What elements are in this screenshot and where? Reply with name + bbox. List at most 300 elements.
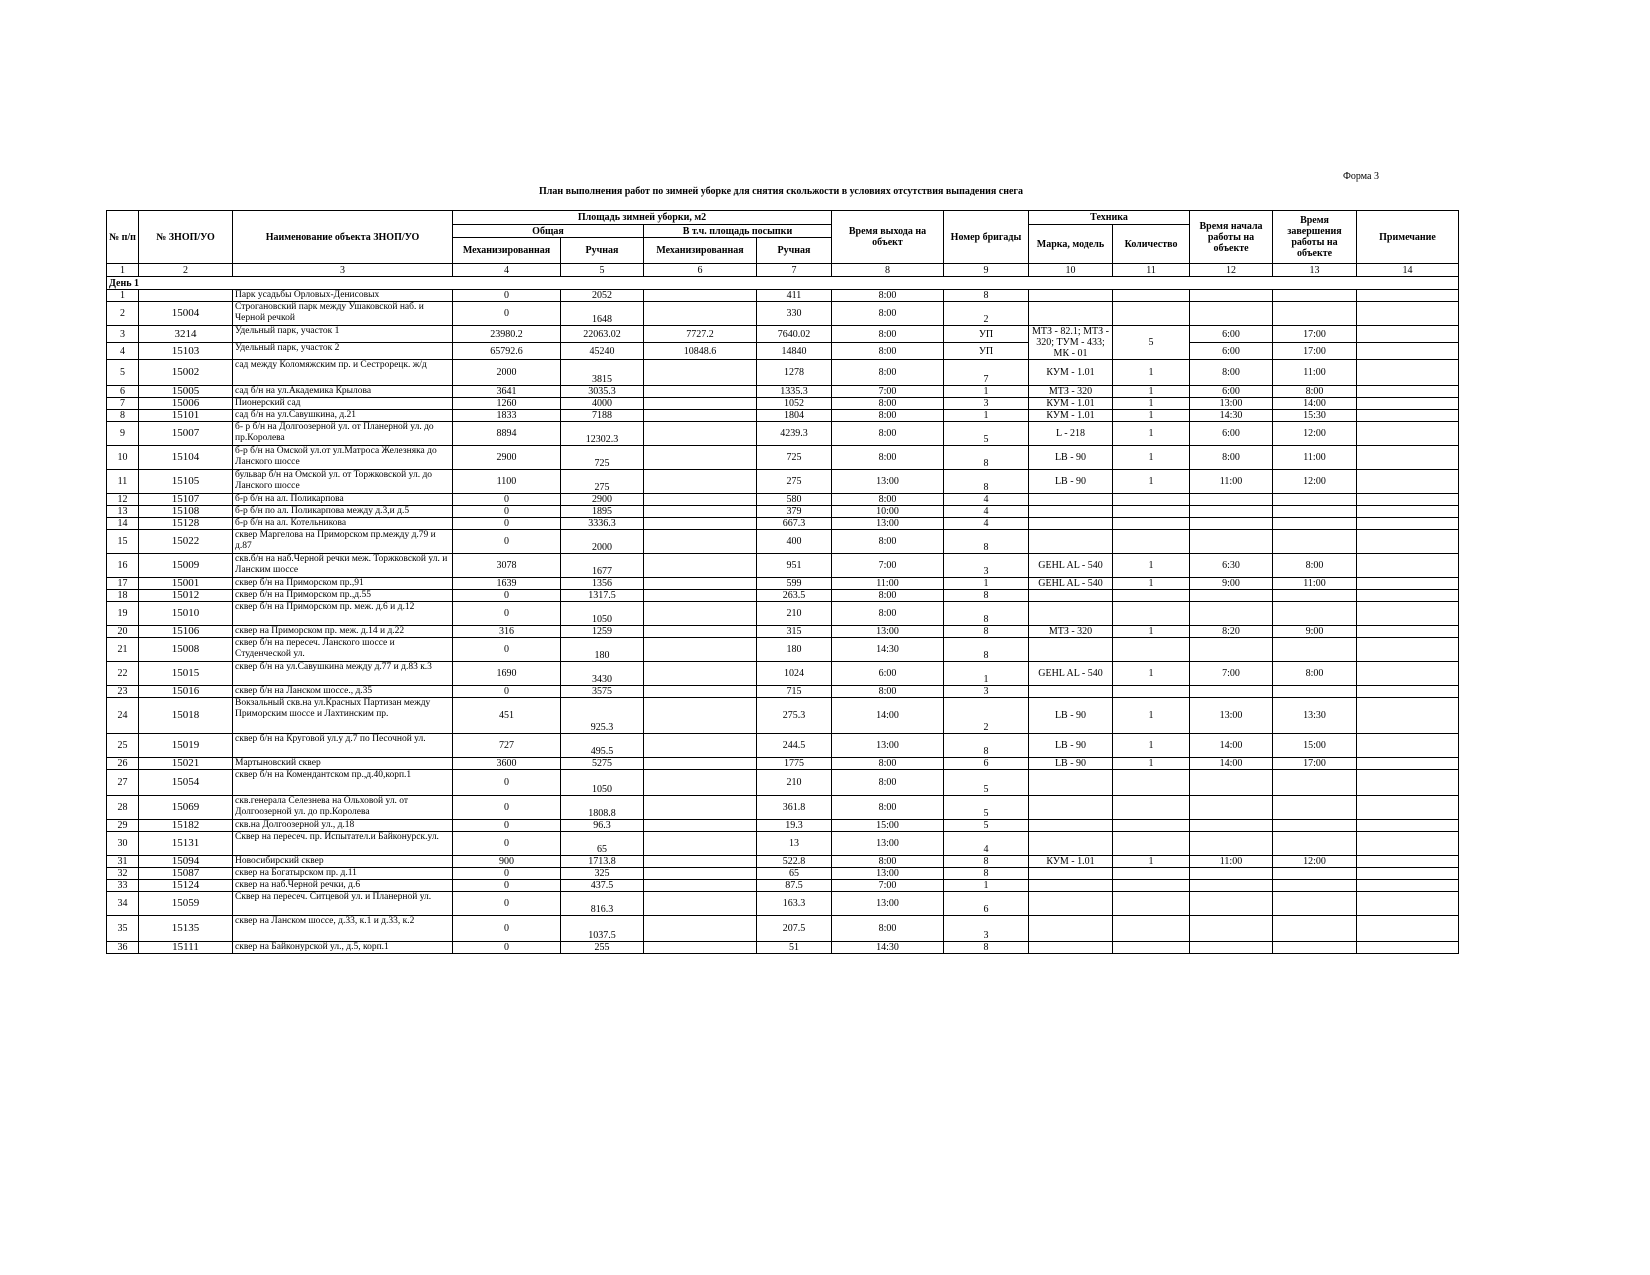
exit-time: 7:00 <box>832 880 944 892</box>
incl-manual: 725 <box>757 446 832 470</box>
total-manual: 3430 <box>561 662 644 686</box>
equipment-qty: 1 <box>1113 422 1190 446</box>
column-number: 5 <box>561 264 644 277</box>
equipment-model <box>1029 796 1113 820</box>
total-manual: 2900 <box>561 494 644 506</box>
note-cell <box>1357 626 1459 638</box>
incl-manual: 263.5 <box>757 590 832 602</box>
column-number: 7 <box>757 264 832 277</box>
object-name: сад б/н на ул.Савушкина, д.21 <box>233 410 453 422</box>
total-mechanized: 2000 <box>453 360 561 386</box>
row-number: 22 <box>107 662 139 686</box>
table-row <box>107 686 1459 698</box>
row-number: 21 <box>107 638 139 662</box>
equipment-qty <box>1113 602 1190 626</box>
equipment-model: LB - 90 <box>1029 470 1113 494</box>
equipment-qty <box>1113 686 1190 698</box>
incl-manual: 65 <box>757 868 832 880</box>
total-manual: 45240 <box>561 343 644 360</box>
incl-mechanized <box>644 734 757 758</box>
object-name: сквер на Ланском шоссе, д.33, к.1 и д.33, к.2 <box>233 916 453 942</box>
start-time: 6:30 <box>1190 554 1273 578</box>
equipment-qty <box>1113 892 1190 916</box>
znop-number: 15019 <box>139 734 233 758</box>
start-time: 7:00 <box>1190 662 1273 686</box>
table-row <box>107 554 1459 578</box>
total-mechanized: 0 <box>453 820 561 832</box>
row-number: 17 <box>107 578 139 590</box>
brigade-number: УП <box>944 343 1029 360</box>
znop-number: 15105 <box>139 470 233 494</box>
table-row <box>107 360 1459 386</box>
incl-manual: 400 <box>757 530 832 554</box>
total-mechanized: 1100 <box>453 470 561 494</box>
total-mechanized: 0 <box>453 942 561 954</box>
note-cell <box>1357 530 1459 554</box>
znop-number: 15087 <box>139 868 233 880</box>
equipment-qty <box>1113 868 1190 880</box>
equipment-qty <box>1113 880 1190 892</box>
column-number: 2 <box>139 264 233 277</box>
row-number: 31 <box>107 856 139 868</box>
table-row <box>107 302 1459 326</box>
total-manual: 180 <box>561 638 644 662</box>
table-row <box>107 290 1459 302</box>
incl-mechanized <box>644 446 757 470</box>
exit-time: 8:00 <box>832 422 944 446</box>
znop-number: 15005 <box>139 386 233 398</box>
note-cell <box>1357 590 1459 602</box>
table-row <box>107 892 1459 916</box>
equipment-model: МТЗ - 82.1; МТЗ - 320; ТУМ - 433; МК - 01 <box>1029 326 1113 360</box>
table-row <box>107 880 1459 892</box>
total-mechanized: 0 <box>453 590 561 602</box>
header-name: Наименование объекта ЗНОП/УО <box>233 211 453 264</box>
incl-mechanized: 10848.6 <box>644 343 757 360</box>
znop-number: 15094 <box>139 856 233 868</box>
column-number: 6 <box>644 264 757 277</box>
exit-time: 14:30 <box>832 942 944 954</box>
znop-number: 15128 <box>139 518 233 530</box>
row-number: 2 <box>107 302 139 326</box>
equipment-model: GEHL AL - 540 <box>1029 554 1113 578</box>
row-number: 5 <box>107 360 139 386</box>
note-cell <box>1357 820 1459 832</box>
total-mechanized: 0 <box>453 530 561 554</box>
table-body <box>107 264 1459 954</box>
brigade-number: 6 <box>944 892 1029 916</box>
brigade-number: 1 <box>944 410 1029 422</box>
equipment-model <box>1029 832 1113 856</box>
equipment-model <box>1029 290 1113 302</box>
header-exit-time: Время выхода на объект <box>832 211 944 264</box>
incl-manual: 951 <box>757 554 832 578</box>
incl-mechanized <box>644 832 757 856</box>
brigade-number: 4 <box>944 832 1029 856</box>
end-time <box>1273 880 1357 892</box>
equipment-model <box>1029 686 1113 698</box>
exit-time: 8:00 <box>832 856 944 868</box>
end-time: 11:00 <box>1273 446 1357 470</box>
start-time: 14:00 <box>1190 758 1273 770</box>
exit-time: 6:00 <box>832 662 944 686</box>
znop-number: 15012 <box>139 590 233 602</box>
header-end: Время завершения работы на объекте <box>1273 211 1357 264</box>
note-cell <box>1357 398 1459 410</box>
total-mechanized: 1260 <box>453 398 561 410</box>
object-name: сад между Коломяжским пр. и Сестрорецк. ж/д <box>233 360 453 386</box>
start-time: 14:30 <box>1190 410 1273 422</box>
total-mechanized: 0 <box>453 686 561 698</box>
znop-number: 15008 <box>139 638 233 662</box>
equipment-qty <box>1113 506 1190 518</box>
equipment-model <box>1029 602 1113 626</box>
object-name: сквер Маргелова на Приморском пр.между д.79 и д.87 <box>233 530 453 554</box>
end-time <box>1273 796 1357 820</box>
znop-number: 15182 <box>139 820 233 832</box>
equipment-model <box>1029 638 1113 662</box>
equipment-qty <box>1113 494 1190 506</box>
object-name: сквер на Богатырском пр. д.11 <box>233 868 453 880</box>
equipment-model <box>1029 770 1113 796</box>
equipment-qty <box>1113 832 1190 856</box>
incl-manual: 1335.3 <box>757 386 832 398</box>
note-cell <box>1357 494 1459 506</box>
column-number: 12 <box>1190 264 1273 277</box>
table-row <box>107 602 1459 626</box>
total-manual: 65 <box>561 832 644 856</box>
znop-number: 15001 <box>139 578 233 590</box>
znop-number: 15054 <box>139 770 233 796</box>
end-time: 9:00 <box>1273 626 1357 638</box>
total-mechanized: 1833 <box>453 410 561 422</box>
row-number: 10 <box>107 446 139 470</box>
note-cell <box>1357 832 1459 856</box>
object-name: сквер б/н на пересеч. Ланского шоссе и Студенческой ул. <box>233 638 453 662</box>
brigade-number: 8 <box>944 638 1029 662</box>
end-time <box>1273 302 1357 326</box>
table-row <box>107 590 1459 602</box>
total-manual: 1677 <box>561 554 644 578</box>
object-name: б-р б/н на ал. Поликарпова <box>233 494 453 506</box>
incl-manual: 19.3 <box>757 820 832 832</box>
incl-manual: 275.3 <box>757 698 832 734</box>
note-cell <box>1357 796 1459 820</box>
total-manual: 96.3 <box>561 820 644 832</box>
incl-mechanized <box>644 638 757 662</box>
incl-manual: 14840 <box>757 343 832 360</box>
note-cell <box>1357 410 1459 422</box>
incl-manual: 51 <box>757 942 832 954</box>
incl-manual: 330 <box>757 302 832 326</box>
table-row <box>107 410 1459 422</box>
end-time: 11:00 <box>1273 578 1357 590</box>
znop-number: 15101 <box>139 410 233 422</box>
incl-manual: 1052 <box>757 398 832 410</box>
header-total-manual: Ручная <box>561 238 644 264</box>
start-time: 6:00 <box>1190 343 1273 360</box>
exit-time: 7:00 <box>832 554 944 578</box>
table-row <box>107 638 1459 662</box>
exit-time: 8:00 <box>832 343 944 360</box>
exit-time: 15:00 <box>832 820 944 832</box>
total-manual: 1648 <box>561 302 644 326</box>
total-manual: 725 <box>561 446 644 470</box>
incl-mechanized <box>644 892 757 916</box>
equipment-model <box>1029 820 1113 832</box>
header-total-mech: Механизированная <box>453 238 561 264</box>
row-number: 16 <box>107 554 139 578</box>
znop-number: 15009 <box>139 554 233 578</box>
exit-time: 13:00 <box>832 734 944 758</box>
start-time: 13:00 <box>1190 398 1273 410</box>
start-time <box>1190 916 1273 942</box>
column-number: 10 <box>1029 264 1113 277</box>
row-number: 27 <box>107 770 139 796</box>
table-row <box>107 506 1459 518</box>
total-manual: 22063.02 <box>561 326 644 343</box>
znop-number: 15103 <box>139 343 233 360</box>
equipment-model: МТЗ - 320 <box>1029 386 1113 398</box>
equipment-model: LB - 90 <box>1029 734 1113 758</box>
exit-time: 13:00 <box>832 470 944 494</box>
incl-mechanized <box>644 410 757 422</box>
incl-manual: 315 <box>757 626 832 638</box>
start-time <box>1190 602 1273 626</box>
znop-number: 15010 <box>139 602 233 626</box>
brigade-number: 5 <box>944 422 1029 446</box>
end-time: 8:00 <box>1273 554 1357 578</box>
exit-time: 8:00 <box>832 686 944 698</box>
total-mechanized: 0 <box>453 832 561 856</box>
equipment-qty: 1 <box>1113 398 1190 410</box>
equipment-qty: 1 <box>1113 386 1190 398</box>
start-time <box>1190 880 1273 892</box>
equipment-qty: 1 <box>1113 856 1190 868</box>
total-mechanized: 0 <box>453 916 561 942</box>
exit-time: 8:00 <box>832 796 944 820</box>
znop-number: 15002 <box>139 360 233 386</box>
equipment-model: GEHL AL - 540 <box>1029 578 1113 590</box>
incl-mechanized <box>644 880 757 892</box>
znop-number: 15018 <box>139 698 233 734</box>
total-manual: 437.5 <box>561 880 644 892</box>
header-qty: Количество <box>1113 225 1190 264</box>
object-name: Удельный парк, участок 2 <box>233 343 453 360</box>
note-cell <box>1357 758 1459 770</box>
start-time <box>1190 506 1273 518</box>
exit-time: 8:00 <box>832 916 944 942</box>
total-mechanized: 3600 <box>453 758 561 770</box>
start-time <box>1190 892 1273 916</box>
column-number-row <box>107 264 1459 277</box>
znop-number: 15022 <box>139 530 233 554</box>
incl-mechanized <box>644 770 757 796</box>
total-manual: 1713.8 <box>561 856 644 868</box>
brigade-number: 2 <box>944 698 1029 734</box>
total-manual: 3575 <box>561 686 644 698</box>
start-time: 8:20 <box>1190 626 1273 638</box>
column-number: 1 <box>107 264 139 277</box>
equipment-qty: 1 <box>1113 470 1190 494</box>
brigade-number: 8 <box>944 530 1029 554</box>
total-manual: 1037.5 <box>561 916 644 942</box>
row-number: 4 <box>107 343 139 360</box>
equipment-qty <box>1113 638 1190 662</box>
end-time: 17:00 <box>1273 343 1357 360</box>
equipment-model: LB - 90 <box>1029 446 1113 470</box>
equipment-qty: 1 <box>1113 698 1190 734</box>
note-cell <box>1357 856 1459 868</box>
end-time <box>1273 770 1357 796</box>
incl-manual: 4239.3 <box>757 422 832 446</box>
object-name: сквер б/н на Приморском пр. меж. д.6 и д.12 <box>233 602 453 626</box>
start-time <box>1190 494 1273 506</box>
brigade-number: 8 <box>944 868 1029 880</box>
exit-time: 8:00 <box>832 602 944 626</box>
row-number: 15 <box>107 530 139 554</box>
exit-time: 8:00 <box>832 530 944 554</box>
note-cell <box>1357 506 1459 518</box>
total-manual: 1317.5 <box>561 590 644 602</box>
total-manual: 1050 <box>561 770 644 796</box>
note-cell <box>1357 470 1459 494</box>
brigade-number: 3 <box>944 398 1029 410</box>
column-number: 4 <box>453 264 561 277</box>
table-row <box>107 856 1459 868</box>
total-manual: 325 <box>561 868 644 880</box>
incl-mechanized <box>644 916 757 942</box>
table-row <box>107 820 1459 832</box>
equipment-qty <box>1113 916 1190 942</box>
note-cell <box>1357 446 1459 470</box>
start-time <box>1190 290 1273 302</box>
end-time: 14:00 <box>1273 398 1357 410</box>
total-mechanized: 727 <box>453 734 561 758</box>
note-cell <box>1357 422 1459 446</box>
total-manual: 1050 <box>561 602 644 626</box>
exit-time: 13:00 <box>832 626 944 638</box>
brigade-number: 2 <box>944 302 1029 326</box>
table-row <box>107 343 1459 360</box>
table-row <box>107 398 1459 410</box>
incl-mechanized <box>644 386 757 398</box>
znop-number: 15135 <box>139 916 233 942</box>
znop-number: 15108 <box>139 506 233 518</box>
incl-mechanized <box>644 796 757 820</box>
table-row <box>107 832 1459 856</box>
brigade-number: 8 <box>944 290 1029 302</box>
note-cell <box>1357 868 1459 880</box>
brigade-number: 8 <box>944 590 1029 602</box>
incl-mechanized <box>644 302 757 326</box>
note-cell <box>1357 518 1459 530</box>
equipment-model: КУМ - 1.01 <box>1029 360 1113 386</box>
equipment-model: КУМ - 1.01 <box>1029 410 1113 422</box>
note-cell <box>1357 892 1459 916</box>
exit-time: 8:00 <box>832 590 944 602</box>
object-name: бульвар б/н на Омской ул. от Торжковской ул. до Ланского шоссе <box>233 470 453 494</box>
row-number: 26 <box>107 758 139 770</box>
exit-time: 13:00 <box>832 892 944 916</box>
znop-number: 3214 <box>139 326 233 343</box>
znop-number <box>139 290 233 302</box>
row-number: 19 <box>107 602 139 626</box>
equipment-qty <box>1113 820 1190 832</box>
total-mechanized: 316 <box>453 626 561 638</box>
object-name: Новосибирский сквер <box>233 856 453 868</box>
note-cell <box>1357 578 1459 590</box>
total-manual: 3815 <box>561 360 644 386</box>
total-mechanized: 0 <box>453 638 561 662</box>
znop-number: 15016 <box>139 686 233 698</box>
day-row <box>107 277 1459 290</box>
brigade-number: 5 <box>944 820 1029 832</box>
object-name: Парк усадьбы Орловых-Денисовых <box>233 290 453 302</box>
incl-manual: 163.3 <box>757 892 832 916</box>
znop-number: 15069 <box>139 796 233 820</box>
start-time: 8:00 <box>1190 360 1273 386</box>
end-time <box>1273 530 1357 554</box>
znop-number: 15106 <box>139 626 233 638</box>
brigade-number: 8 <box>944 734 1029 758</box>
object-name: сквер на Приморском пр. меж. д.14 и д.22 <box>233 626 453 638</box>
table-row <box>107 796 1459 820</box>
equipment-model: LB - 90 <box>1029 698 1113 734</box>
brigade-number: 3 <box>944 686 1029 698</box>
note-cell <box>1357 916 1459 942</box>
object-name: скв.на Долгоозерной ул., д.18 <box>233 820 453 832</box>
object-name: Вокзальный скв.на ул.Красных Партизан между Приморским шоссе и Лахтинским пр. <box>233 698 453 734</box>
incl-mechanized <box>644 422 757 446</box>
incl-manual: 580 <box>757 494 832 506</box>
equipment-qty: 1 <box>1113 758 1190 770</box>
total-manual: 255 <box>561 942 644 954</box>
incl-mechanized <box>644 868 757 880</box>
incl-mechanized <box>644 470 757 494</box>
column-number: 11 <box>1113 264 1190 277</box>
start-time <box>1190 796 1273 820</box>
end-time <box>1273 518 1357 530</box>
header-tech: Техника <box>1029 211 1190 225</box>
start-time: 13:00 <box>1190 698 1273 734</box>
end-time <box>1273 638 1357 662</box>
brigade-number: 1 <box>944 880 1029 892</box>
equipment-model: L - 218 <box>1029 422 1113 446</box>
exit-time: 8:00 <box>832 770 944 796</box>
incl-mechanized <box>644 820 757 832</box>
day-label: День 1 <box>107 277 1459 290</box>
total-manual: 7188 <box>561 410 644 422</box>
row-number: 24 <box>107 698 139 734</box>
start-time <box>1190 770 1273 796</box>
brigade-number: 5 <box>944 796 1029 820</box>
incl-mechanized <box>644 626 757 638</box>
total-mechanized: 0 <box>453 494 561 506</box>
object-name: Сквер на пересеч. пр. Испытател.и Байконурск.ул. <box>233 832 453 856</box>
end-time: 17:00 <box>1273 758 1357 770</box>
equipment-qty: 1 <box>1113 734 1190 758</box>
brigade-number: 8 <box>944 470 1029 494</box>
equipment-qty <box>1113 290 1190 302</box>
brigade-number: 8 <box>944 602 1029 626</box>
start-time: 11:00 <box>1190 856 1273 868</box>
equipment-qty: 1 <box>1113 360 1190 386</box>
total-mechanized: 65792.6 <box>453 343 561 360</box>
end-time <box>1273 916 1357 942</box>
total-mechanized: 0 <box>453 770 561 796</box>
total-manual: 1895 <box>561 506 644 518</box>
